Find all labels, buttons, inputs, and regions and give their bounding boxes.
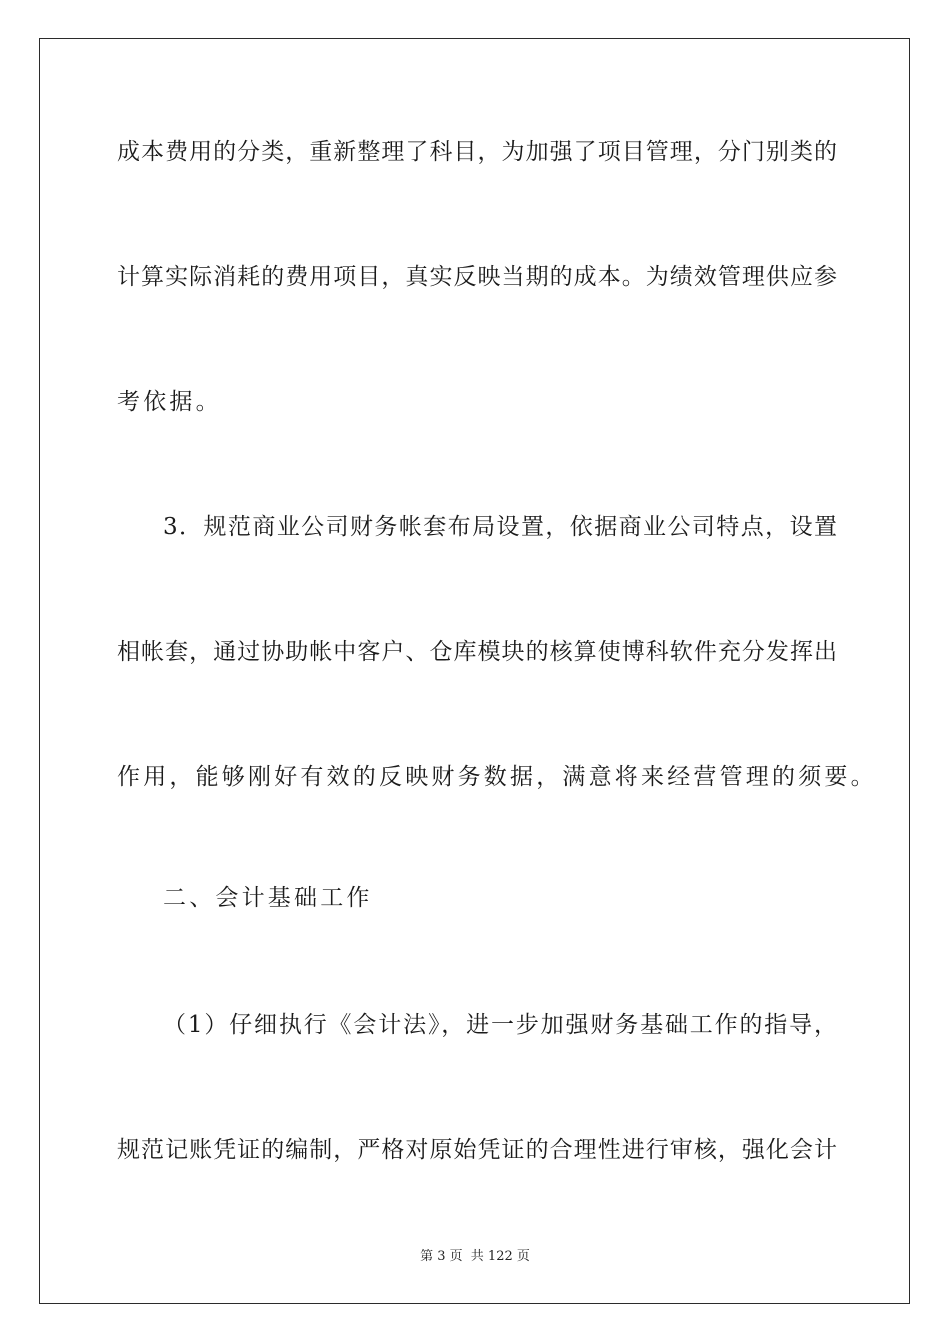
paragraph-line-1: 成本费用的分类，重新整理了科目，为加强了项目管理，分门别类的 bbox=[117, 139, 837, 165]
section-heading: 二、会计基础工作 bbox=[163, 885, 373, 911]
paragraph-line-6: 作用，能够刚好有效的反映财务数据，满意将来经营管理的须要。 bbox=[117, 764, 877, 790]
paragraph-line-4: 3．规范商业公司财务帐套布局设置，依据商业公司特点，设置 bbox=[163, 514, 837, 540]
paragraph-line-8: （1）仔细执行《会计法》，进一步加强财务基础工作的指导， bbox=[163, 1012, 837, 1038]
total-pages: 共 122 页 bbox=[470, 1249, 530, 1264]
paragraph-line-3: 考依据。 bbox=[117, 389, 222, 415]
paragraph-line-9: 规范记账凭证的编制，严格对原始凭证的合理性进行审核，强化会计 bbox=[117, 1137, 837, 1163]
paragraph-line-2: 计算实际消耗的费用项目，真实反映当期的成本。为绩效管理供应参 bbox=[117, 264, 837, 290]
paragraph-line-5: 相帐套，通过协助帐中客户、仓库模块的核算使博科软件充分发挥出 bbox=[117, 639, 837, 665]
page-number: 第 3 页 bbox=[420, 1249, 463, 1264]
page-border bbox=[39, 38, 910, 1304]
page-footer bbox=[0, 1248, 950, 1266]
